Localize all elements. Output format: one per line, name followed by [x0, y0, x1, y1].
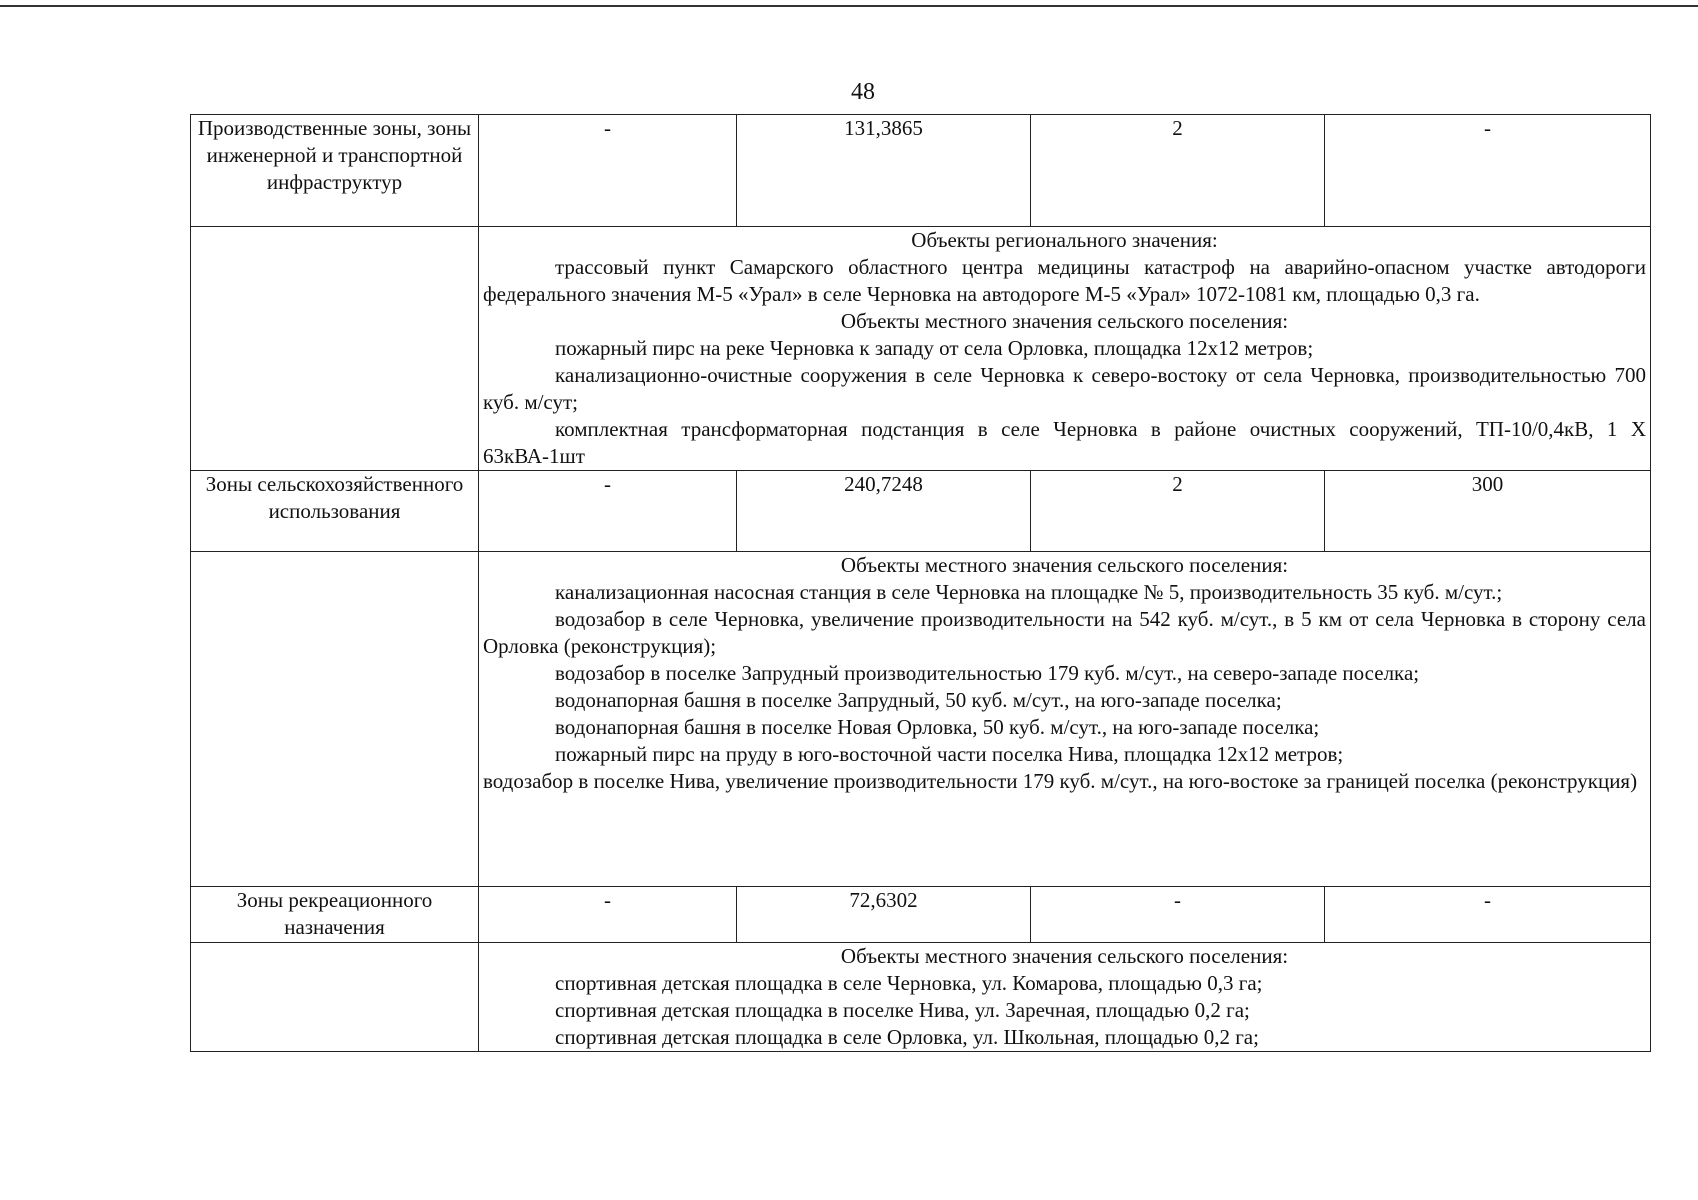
zone-name-cell: Зоны рекреационного назначения [191, 887, 479, 943]
object-item: комплектная трансформаторная подстанция в селе Черновка в районе очистных сооружений, ТП-10/0,4кВ, 1 Х 63кВА-1шт [483, 417, 1646, 468]
value-cell: - [1031, 887, 1325, 943]
empty-cell [191, 552, 479, 887]
area-cell: 131,3865 [737, 115, 1031, 227]
page-number: 48 [851, 79, 875, 105]
value-cell: - [1325, 115, 1651, 227]
object-item: трассовый пункт Самарского областного центра медицины катастроф на аварийно-опасном участке автодороги федерального значения М-5 «Урал» в селе Черновка на автодороге М-5 «Урал» 1072-1081 км, площадью 0,3 га. [483, 255, 1646, 306]
value-cell: 2 [1031, 115, 1325, 227]
table-row [191, 227, 1651, 471]
object-item: спортивная детская площадка в поселке Нива, ул. Заречная, площадью 0,2 га; [555, 998, 1250, 1022]
object-item: водозабор в поселке Нива, увеличение производительности 179 куб. м/сут., на юго-востоке за границей поселка (реконструкция) [483, 769, 1638, 793]
empty-cell [191, 943, 479, 1052]
objects-group-heading: Объекты местного значения сельского поселения: [840, 553, 1289, 577]
objects-group-heading: Объекты регионального значения: [911, 228, 1218, 252]
objects-cell [479, 552, 1651, 887]
area-cell: 240,7248 [737, 471, 1031, 552]
objects-group-heading: Объекты местного значения сельского поселения: [840, 944, 1289, 968]
object-item: водозабор в поселке Запрудный производительностью 179 куб. м/сут., на северо-западе поселка; [555, 661, 1420, 685]
object-item: водонапорная башня в поселке Запрудный, 50 куб. м/сут., на юго-западе поселка; [555, 688, 1282, 712]
object-item: водозабор в селе Черновка, увеличение производительности на 542 куб. м/сут., в 5 км от села Черновка в сторону села Орловка (реконструкция); [483, 607, 1646, 658]
object-item: водонапорная башня в поселке Новая Орловка, 50 куб. м/сут., на юго-западе поселка; [555, 715, 1320, 739]
value-cell: - [1325, 887, 1651, 943]
value-cell: - [479, 887, 737, 943]
value-cell: 2 [1031, 471, 1325, 552]
zone-name-cell: Зоны сельскохозяйственного использования [191, 471, 479, 552]
value-cell: - [479, 471, 737, 552]
table-row [191, 552, 1651, 887]
objects-cell [479, 943, 1651, 1052]
object-item: пожарный пирс на пруду в юго-восточной части поселка Нива, площадка 12х12 метров; [555, 742, 1344, 766]
table-row [191, 471, 1651, 552]
zones-table [190, 114, 1651, 1052]
table-row [191, 887, 1651, 943]
object-item: пожарный пирс на реке Черновка к западу от села Орловка, площадка 12х12 метров; [555, 336, 1314, 360]
value-cell: 300 [1325, 471, 1651, 552]
top-rule [0, 5, 1698, 7]
objects-cell [479, 227, 1651, 471]
object-item: спортивная детская площадка в селе Орловка, ул. Школьная, площадью 0,2 га; [555, 1025, 1259, 1049]
object-item: спортивная детская площадка в селе Черновка, ул. Комарова, площадью 0,3 га; [555, 971, 1263, 995]
object-item: канализационная насосная станция в селе Черновка на площадке № 5, производительность 35 куб. м/сут.; [555, 580, 1503, 604]
table-row [191, 943, 1651, 1052]
zone-name-cell: Производственные зоны, зоны инженерной и транспортной инфраструктур [191, 115, 479, 227]
value-cell: - [479, 115, 737, 227]
area-cell: 72,6302 [737, 887, 1031, 943]
objects-group-heading: Объекты местного значения сельского поселения: [840, 309, 1289, 333]
object-item: канализационно-очистные сооружения в селе Черновка к северо-востоку от села Черновка, производительностью 700 куб. м/сут; [483, 363, 1646, 414]
table-row [191, 115, 1651, 227]
empty-cell [191, 227, 479, 471]
